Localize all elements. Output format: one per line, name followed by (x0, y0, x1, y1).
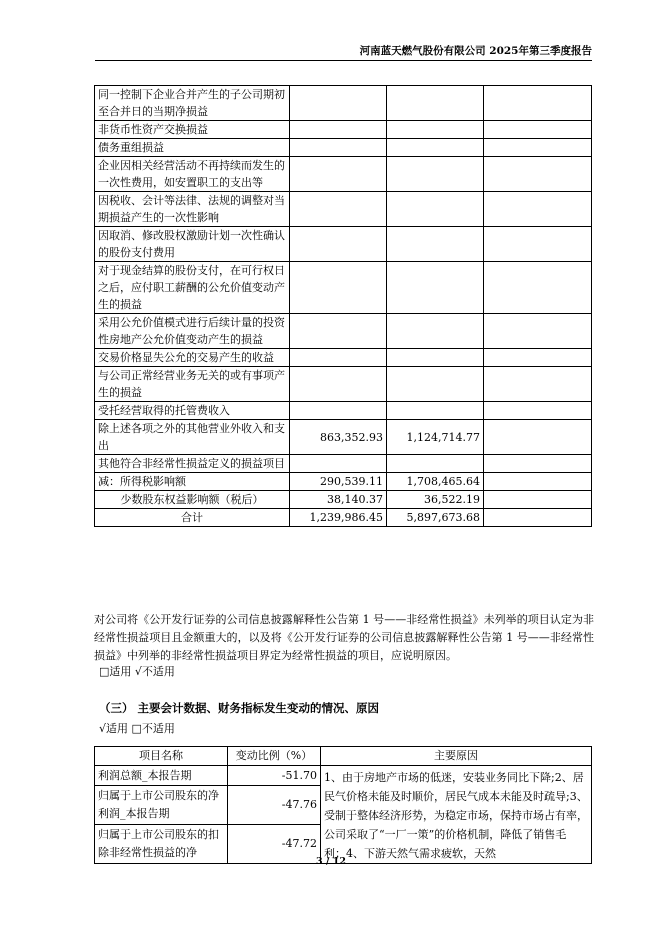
current-period-amount: 863,352.93 (290, 420, 387, 455)
item-note (484, 509, 592, 527)
item-note (484, 314, 592, 349)
table-row (95, 402, 592, 420)
item-note (484, 420, 592, 455)
table-row (95, 491, 592, 509)
table-row (95, 86, 592, 121)
ytd-amount (387, 139, 484, 157)
report-header (95, 44, 592, 61)
item-label: 少数股东权益影响额（税后） (95, 491, 290, 509)
item-note (484, 367, 592, 402)
ytd-amount (387, 402, 484, 420)
ytd-amount (387, 367, 484, 402)
item-note (484, 157, 592, 192)
table-row (95, 227, 592, 262)
table-row (95, 420, 592, 455)
ytd-amount: 5,897,673.68 (387, 509, 484, 527)
ytd-amount: 1,708,465.64 (387, 473, 484, 491)
change-ratio: -47.72 (228, 825, 321, 864)
table-row (95, 157, 592, 192)
header-reason: 主要原因 (321, 747, 592, 766)
current-period-amount (290, 262, 387, 314)
header-item: 项目名称 (95, 747, 228, 766)
table-header-row (95, 747, 592, 766)
ytd-amount: 36,522.19 (387, 491, 484, 509)
item-label: 因取消、修改股权激励计划一次性确认的股份支付费用 (95, 227, 290, 262)
table-row (95, 139, 592, 157)
item-label: 债务重组损益 (95, 139, 290, 157)
ytd-amount (387, 262, 484, 314)
item-name: 归属于上市公司股东的净利润_本报告期 (95, 786, 228, 825)
change-ratio: -47.76 (228, 786, 321, 825)
item-note (484, 349, 592, 367)
current-period-amount: 1,239,986.45 (290, 509, 387, 527)
item-note (484, 262, 592, 314)
item-label: 采用公允价值模式进行后续计量的投资性房地产公允价值变动产生的损益 (95, 314, 290, 349)
ytd-amount (387, 314, 484, 349)
current-period-amount (290, 157, 387, 192)
ytd-amount: 1,124,714.77 (387, 420, 484, 455)
table-row (95, 121, 592, 139)
section-3-title: （三） 主要会计数据、财务指标发生变动的情况、原因 (99, 701, 380, 715)
item-label: 因税收、会计等法律、法规的调整对当期损益产生的一次性影响 (95, 192, 290, 227)
item-label: 同一控制下企业合并产生的子公司期初至合并日的当期净损益 (95, 86, 290, 121)
change-reasons-table (94, 746, 592, 864)
item-note (484, 455, 592, 473)
table-row (95, 314, 592, 349)
current-period-amount (290, 455, 387, 473)
nonrecurring-items-table (94, 85, 592, 527)
item-label: 受托经营取得的托管费收入 (95, 402, 290, 420)
item-label: 除上述各项之外的其他营业外收入和支出 (95, 420, 290, 455)
item-label: 企业因相关经营活动不再持续而发生的一次性费用，如安置职工的支出等 (95, 157, 290, 192)
table-row (95, 473, 592, 491)
table-row (95, 455, 592, 473)
item-name: 利润总额_本报告期 (95, 766, 228, 786)
current-period-amount (290, 86, 387, 121)
item-label: 减：所得税影响额 (95, 473, 290, 491)
item-note (484, 473, 592, 491)
ytd-amount (387, 227, 484, 262)
item-label: 其他符合非经常性损益定义的损益项目 (95, 455, 290, 473)
change-ratio: -51.70 (228, 766, 321, 786)
current-period-amount (290, 192, 387, 227)
disclosure-applicability: □适用 √不适用 (99, 665, 175, 678)
item-note (484, 192, 592, 227)
current-period-amount (290, 349, 387, 367)
item-note (484, 139, 592, 157)
item-label: 对于现金结算的股份支付，在可行权日之后，应付职工薪酬的公允价值变动产生的损益 (95, 262, 290, 314)
item-note (484, 227, 592, 262)
header-ratio: 变动比例（%） (228, 747, 321, 766)
item-label: 合计 (95, 509, 290, 527)
current-period-amount (290, 402, 387, 420)
ytd-amount (387, 192, 484, 227)
reason-text: 1、由于房地产市场的低迷，安装业务同比下降;2、居民气价格未能及时顺价，居民气成本未能及时疏导;3、受制于整体经济形势，为稳定市场，保持市场占有率，公司采取了“一厂一策”的价格机制，降低了销售毛利；4、下游天然气需求疲软，天然 (321, 766, 592, 864)
current-period-amount: 290,539.11 (290, 473, 387, 491)
ytd-amount (387, 121, 484, 139)
item-note (484, 491, 592, 509)
table-row (95, 349, 592, 367)
ytd-amount (387, 86, 484, 121)
report-title: 河南蓝天燃气股份有限公司 2025年第三季度报告 (359, 45, 592, 57)
page-number: 3 / 12 (316, 856, 346, 867)
item-name: 归属于上市公司股东的扣除非经常性损益的净 (95, 825, 228, 864)
current-period-amount (290, 367, 387, 402)
disclosure-paragraph: 对公司将《公开发行证券的公司信息披露解释性公告第 1 号——非经常性损益》未列举的项目认定为非经常性损益项目且金额重大的，以及将《公开发行证券的公司信息披露解释性公告第 1 号——非经常性损益》中列举的非经常性损益项目界定为经常性损益的项目，应说明原因。 (94, 613, 594, 662)
ytd-amount (387, 455, 484, 473)
ytd-amount (387, 349, 484, 367)
table-row (95, 262, 592, 314)
item-label: 交易价格显失公允的交易产生的收益 (95, 349, 290, 367)
table-row (95, 192, 592, 227)
section-3-applicability: √适用 □不适用 (99, 722, 175, 735)
current-period-amount (290, 314, 387, 349)
item-note (484, 86, 592, 121)
item-label: 非货币性资产交换损益 (95, 121, 290, 139)
current-period-amount (290, 139, 387, 157)
ytd-amount (387, 157, 484, 192)
table-row (95, 367, 592, 402)
current-period-amount (290, 227, 387, 262)
table-row (95, 766, 592, 786)
table-row (95, 509, 592, 527)
item-label: 与公司正常经营业务无关的或有事项产生的损益 (95, 367, 290, 402)
item-note (484, 121, 592, 139)
current-period-amount: 38,140.37 (290, 491, 387, 509)
item-note (484, 402, 592, 420)
current-period-amount (290, 121, 387, 139)
